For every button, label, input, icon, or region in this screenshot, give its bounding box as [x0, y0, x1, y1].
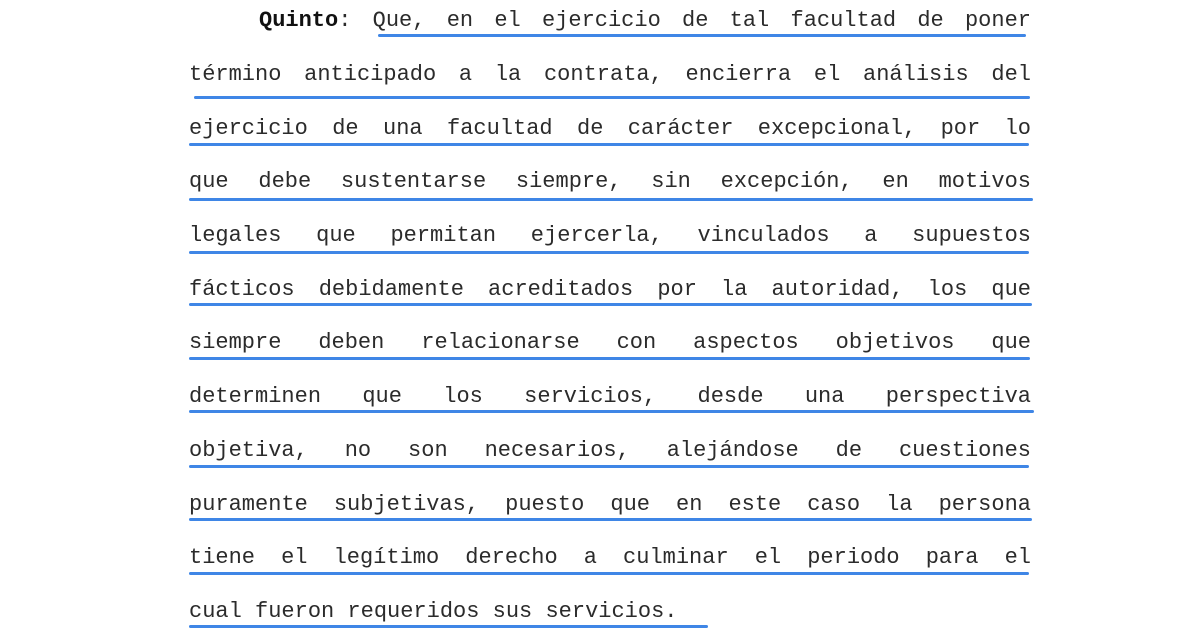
text-line-9: objetiva, no son necesarios, alejándose de cuestiones	[189, 438, 1031, 463]
highlight-underline-4	[189, 198, 1033, 201]
text-line-2: término anticipado a la contrata, encierra el análisis del	[189, 62, 1031, 87]
text-line-1-body: : Que, en el ejercicio de tal facultad de poner	[338, 8, 1031, 33]
text-line-7: siempre deben relacionarse con aspectos objetivos que	[189, 330, 1031, 355]
highlight-underline-10	[189, 518, 1032, 521]
text-line-11: tiene el legítimo derecho a culminar el periodo para el	[189, 545, 1031, 570]
text-line-6: fácticos debidamente acreditados por la autoridad, los que	[189, 277, 1031, 302]
highlight-underline-3	[189, 143, 1029, 146]
highlight-underline-6	[189, 303, 1032, 306]
highlight-underline-12	[189, 625, 708, 628]
highlight-underline-11	[189, 572, 1029, 575]
text-line-5: legales que permitan ejercerla, vinculados a supuestos	[189, 223, 1031, 248]
highlight-underline-8	[189, 410, 1034, 413]
text-line-1	[259, 6, 1031, 36]
highlight-underline-1	[378, 34, 1026, 37]
highlight-underline-9	[189, 465, 1029, 468]
highlight-underline-2	[194, 96, 1030, 99]
paragraph-heading: Quinto	[259, 8, 339, 33]
highlight-underline-5	[189, 251, 1029, 254]
text-line-3: ejercicio de una facultad de carácter excepcional, por lo	[189, 116, 1031, 141]
highlight-underline-7	[189, 357, 1030, 360]
text-line-12: cual fueron requeridos sus servicios.	[189, 599, 678, 624]
text-line-4: que debe sustentarse siempre, sin excepción, en motivos	[189, 169, 1031, 194]
text-line-8: determinen que los servicios, desde una perspectiva	[189, 384, 1031, 409]
text-line-10: puramente subjetivas, puesto que en este caso la persona	[189, 492, 1031, 517]
